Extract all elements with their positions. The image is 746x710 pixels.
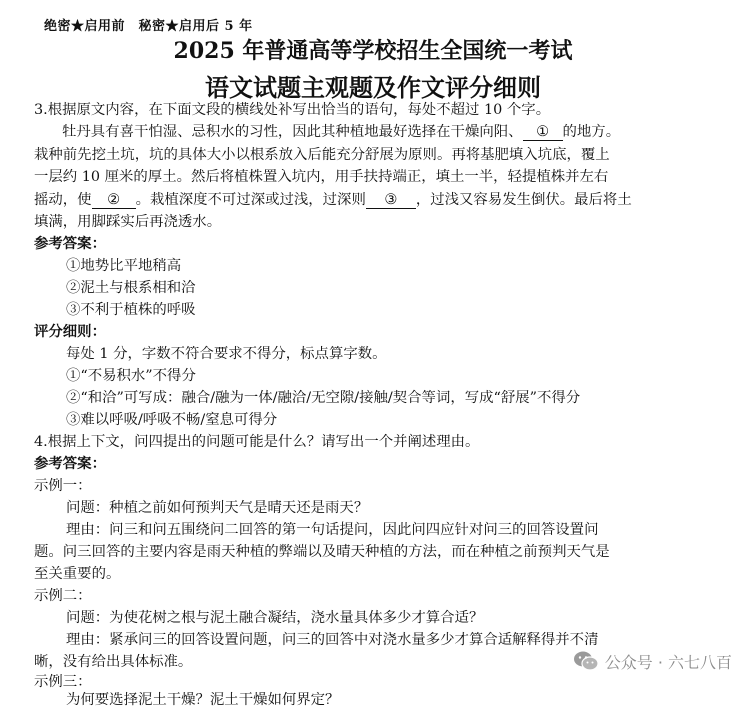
- q3-passage-text: 。栽植深度不可过深或过浅，过深则: [135, 192, 366, 208]
- wechat-icon: [573, 650, 599, 672]
- q3-rubric-line: ①“不易积水”不得分: [66, 368, 196, 384]
- blank-3: ③: [366, 192, 416, 209]
- exam-title: 2025 年普通高等学校招生全国统一考试: [173, 38, 573, 64]
- watermark-text: 公众号 · 六七八百: [604, 652, 732, 672]
- blank-1: ①: [523, 124, 563, 141]
- wechat-watermark: [573, 648, 732, 674]
- q3-passage-text: 摇动，使: [34, 192, 92, 208]
- q3-passage-line-1: [62, 122, 620, 142]
- example-2-reason: 晰，没有给出具体标准。: [34, 654, 193, 670]
- example-1-reason: 至关重要的。: [34, 566, 121, 582]
- example-3-question: 为何要选择泥土干燥？泥土干燥如何界定？: [66, 692, 340, 708]
- q3-answer-1: ①地势比平地稍高: [66, 258, 182, 274]
- example-2-question: 问题：为使花树之根与泥土融合凝结，浇水量具体多少才算合适？: [66, 610, 484, 626]
- q3-passage-line-5: 填满，用脚踩实后再浇透水。: [34, 214, 222, 230]
- example-1-question: 问题：种植之前如何预判天气是晴天还是雨天？: [66, 500, 369, 516]
- example-2-label: 示例二：: [34, 588, 92, 604]
- q4-prompt: 4.根据上下文，问四提出的问题可能是什么？请写出一个并阐述理由。: [34, 434, 480, 450]
- q3-reference-heading: 参考答案：: [34, 235, 106, 252]
- q3-passage-line-2: 栽种前先挖土坑，坑的具体大小以根系放入后能充分舒展为原则。再将基肥填入坑底，覆上: [34, 147, 610, 163]
- example-1-label: 示例一：: [34, 478, 92, 494]
- q3-answer-3: ③不利于植株的呼吸: [66, 302, 196, 318]
- q3-rubric-line: ③难以呼吸/呼吸不畅/窒息可得分: [66, 412, 278, 428]
- q3-prompt: 3.根据原文内容，在下面文段的横线处补写出恰当的语句，每处不超过 10 个字。: [34, 102, 551, 118]
- q3-rubric-line: ②“和洽”可写成：融合/融为一体/融洽/无空隙/接触/契合等词，写成“舒展”不得分: [66, 390, 581, 406]
- document-title: 语文试题主观题及作文评分细则: [205, 73, 541, 102]
- q3-rubric-line: 每处 1 分，字数不符合要求不得分，标点算字数。: [66, 346, 387, 362]
- example-1-reason: 题。问三回答的主要内容是雨天种植的弊端以及晴天种植的方法，而在种植之前预判天气是: [34, 544, 610, 560]
- q3-passage-text: 的地方。: [562, 124, 621, 140]
- blank-2: ②: [92, 192, 136, 209]
- confidentiality-note: 绝密★启用前 秘密★启用后 5 年: [44, 19, 253, 34]
- example-3-label: 示例三：: [34, 674, 92, 690]
- q3-rubric-heading: 评分细则：: [34, 323, 106, 340]
- q3-answer-2: ②泥土与根系相和洽: [66, 280, 196, 296]
- q3-passage-line-3: 一层约 10 厘米的厚土。然后将植株置入坑内，用手扶持端正，填土一半，轻提植株并左右: [34, 169, 609, 185]
- example-2-reason: 理由：紧承问三的回答设置问题，问三的回答中对浇水量多少才算合适解释得并不清: [66, 632, 599, 648]
- q3-passage-text: 牡丹具有喜干怕湿、忌积水的习性，因此其种植地最好选择在干燥向阳、: [62, 124, 523, 140]
- q3-passage-text: ，过浅又容易发生倒伏。最后将土: [415, 192, 632, 208]
- q4-reference-heading: 参考答案：: [34, 455, 106, 472]
- example-1-reason: 理由：问三和问五围绕问二回答的第一句话提问，因此问四应针对问三的回答设置问: [66, 522, 599, 538]
- q3-passage-line-4: [34, 190, 632, 210]
